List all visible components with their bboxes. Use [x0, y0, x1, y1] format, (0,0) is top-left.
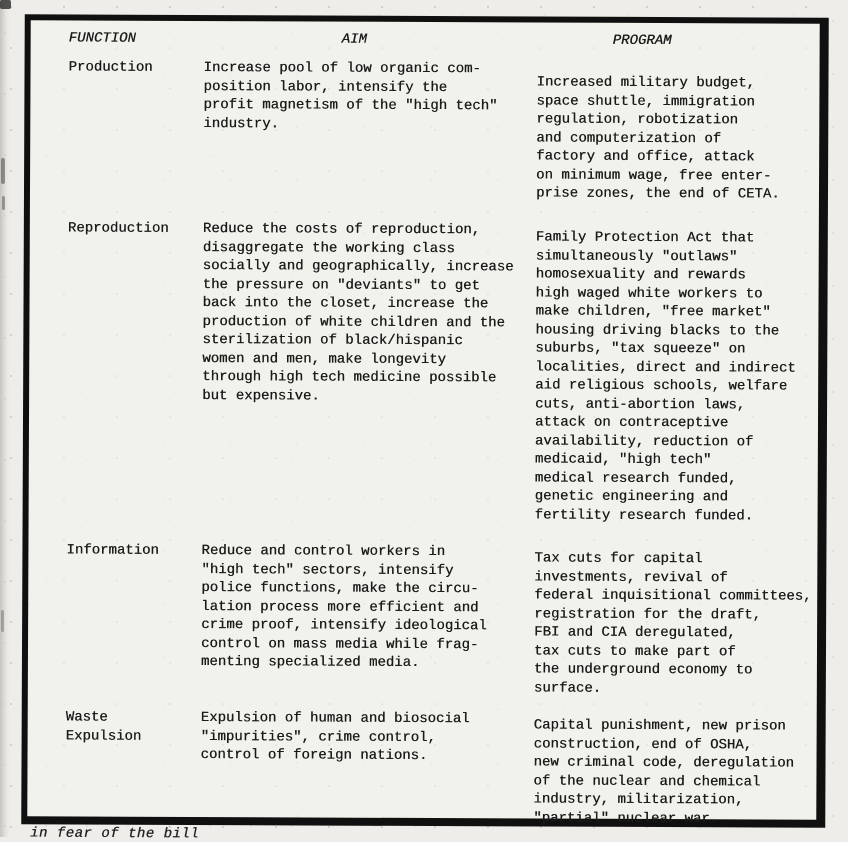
function-label: Reproduction: [67, 220, 169, 237]
table-row-production: [31, 58, 820, 203]
program-text: Tax cuts for capital investments, revival of federal inquisitional committees, registration for the draft, FBI and CIA deregulated, tax cuts to make part of the underground economy to surface.: [533, 550, 812, 697]
table-frame: [21, 14, 829, 828]
scan-smudge: [1, 610, 4, 632]
table-content: [27, 20, 819, 827]
function-label: Production: [68, 59, 153, 76]
program-text: Capital punishment, new prison construction, end of OSHA, new criminal code, deregulation of the nuclear and chemical industry, militarization, "partial" nuclear war.: [533, 717, 794, 827]
scan-smudge: [2, 196, 5, 210]
scan-smudge: [1, 158, 5, 184]
column-header-function: FUNCTION: [68, 30, 136, 47]
clipped-caption-text: in fear of the bill: [29, 825, 200, 842]
scan-smudge: [0, 0, 11, 9]
table-row-information: [28, 541, 817, 697]
aim-text: Increase pool of low organic com- position labor, intensify the profit magnetism of the "high tech" industry.: [203, 60, 498, 132]
table-row-waste-expulsion: [28, 708, 817, 827]
aim-text: Expulsion of human and biosocial "impurities", crime control, control of foreign nations.: [200, 710, 470, 765]
aim-text: Reduce and control workers in "high tech" sectors, intensify police functions, make the circu- lation process more efficient and crime proof, intensify ideological control on mass media while frag- menting specialized media.: [200, 543, 487, 671]
function-label: Waste Expulsion: [65, 709, 142, 745]
scan-left-edge-shadow: [0, 0, 10, 837]
table-row-reproduction: [30, 219, 819, 524]
column-header-aim: AIM: [341, 31, 367, 48]
program-text: Family Protection Act that simultaneously "outlaws" homosexuality and rewards high waged white workers to make children, "free market" housing driving blacks to the suburbs, "tax squeeze" on localities, direct and indirect aid religious schools, welfare cuts, anti-abortion laws, attack on contraceptive availability, reduction of medicaid, "high tech" medical research funded, genetic engineering and fertility research funded.: [534, 229, 796, 524]
aim-text: Reduce the costs of reproduction, disaggregate the working class socially and geographically, increase the pressure on "deviants" to get back into the closet, increase the production of white children and the sterilization of black/hispanic women and men, make longevity through high tech medicine possible but expensive.: [202, 221, 514, 405]
program-text: Increased military budget, space shuttle, immigration regulation, robotization and computerization of factory and office, attack on minimum wage, free enter- prise zones, the end of CETA.: [535, 74, 780, 203]
function-label: Information: [66, 542, 159, 559]
column-header-program: PROGRAM: [612, 32, 672, 50]
